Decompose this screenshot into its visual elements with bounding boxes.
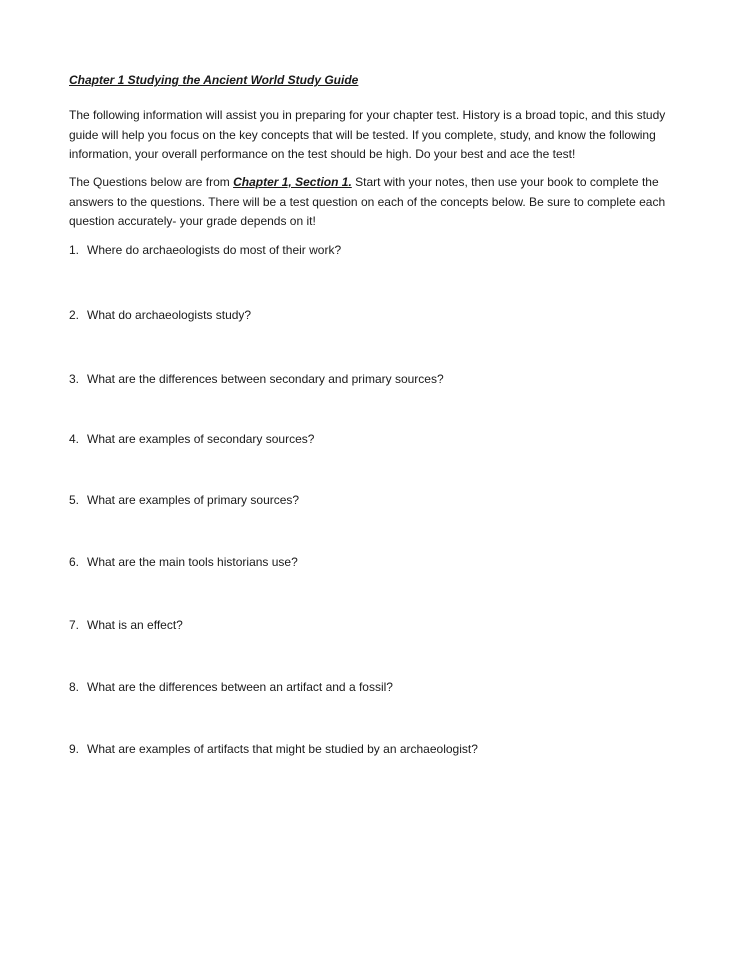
question-item bbox=[69, 243, 341, 257]
question-text: What are the main tools historians use? bbox=[87, 555, 298, 569]
question-item bbox=[69, 555, 298, 569]
question-number: 4. bbox=[69, 432, 80, 446]
question-item bbox=[69, 742, 478, 756]
question-item bbox=[69, 372, 444, 386]
intro-paragraph: The following information will assist you in preparing for your chapter test. History is a broad topic, and this study guide will help you focus on the key concepts that will be tested. If you complete, study, and know the following information, your overall performance on the test should be high. Do your best and ace the test! bbox=[69, 108, 666, 161]
question-item bbox=[69, 680, 393, 694]
question-text: What are examples of primary sources? bbox=[87, 493, 300, 507]
question-number: 8. bbox=[69, 680, 80, 694]
question-number: 6. bbox=[69, 555, 80, 569]
section-reference: Chapter 1, Section 1. bbox=[233, 175, 352, 189]
question-number: 9. bbox=[69, 742, 80, 756]
question-text: What are the differences between secondary and primary sources? bbox=[87, 372, 444, 386]
instructions-paragraph bbox=[69, 173, 689, 232]
instructions-text: The Questions below are from bbox=[69, 175, 234, 189]
question-item bbox=[69, 493, 299, 507]
question-number: 3. bbox=[69, 372, 80, 386]
question-item bbox=[69, 308, 251, 322]
document-title: Chapter 1 Studying the Ancient World Study Guide bbox=[69, 73, 359, 87]
question-text: What are examples of secondary sources? bbox=[87, 432, 315, 446]
question-item bbox=[69, 432, 314, 446]
question-text: Where do archaeologists do most of their work? bbox=[87, 243, 342, 257]
question-text: What are the differences between an artifact and a fossil? bbox=[87, 680, 393, 694]
question-number: 5. bbox=[69, 493, 80, 507]
question-text: What do archaeologists study? bbox=[87, 308, 252, 322]
question-number: 2. bbox=[69, 308, 80, 322]
question-text: What is an effect? bbox=[87, 618, 183, 632]
question-text: What are examples of artifacts that might be studied by an archaeologist? bbox=[87, 742, 478, 756]
question-number: 1. bbox=[69, 243, 80, 257]
instructions-text: Start with your notes, then use your book to complete the answers to the questions. There will be a test question on each of the concepts below. Be sure to complete each question accurately- your grade depends on it! bbox=[69, 175, 666, 228]
question-item bbox=[69, 618, 183, 632]
question-number: 7. bbox=[69, 618, 80, 632]
